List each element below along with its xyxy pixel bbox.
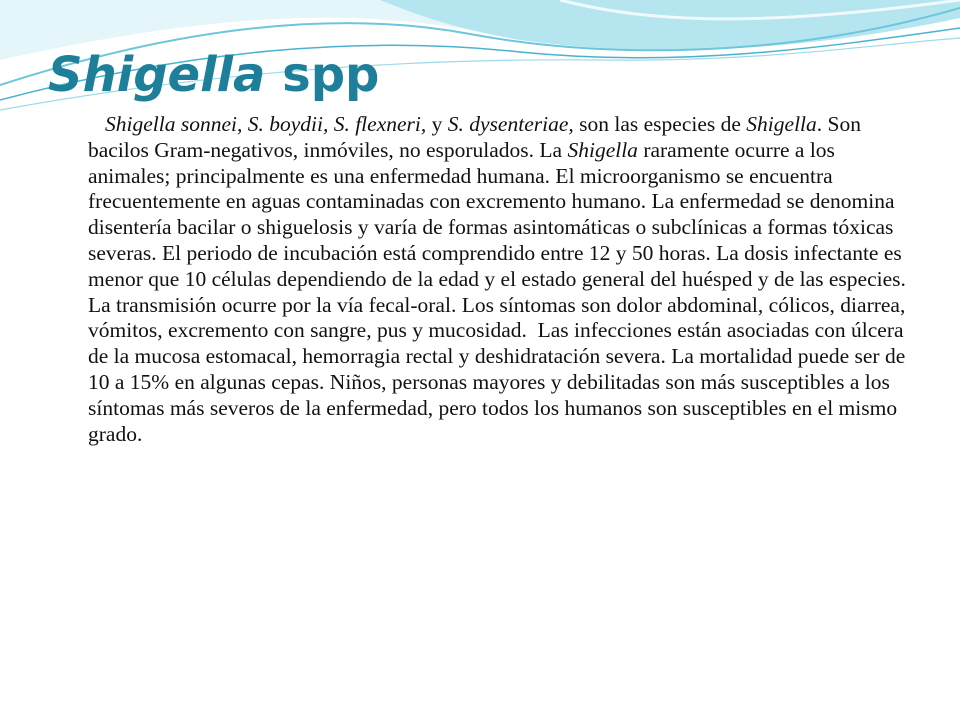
text-run: Shigella sonnei, S. boydii, S. flexneri, (105, 112, 427, 136)
text-run: Shigella (567, 137, 638, 162)
text-run: y (426, 112, 448, 136)
text-run: . Son bacilos Gram-negativos, inmóviles, no esporulados. La (88, 112, 867, 162)
text-run: son las especies de (573, 112, 747, 136)
description-paragraph (88, 112, 912, 447)
slide-title (48, 44, 379, 106)
text-run: raramente ocurre a los animales; principalmente es una enfermedad humana. El microorganismo se encuentra frecuentemente en aguas contaminadas con excremento humano. La enfermedad se denomina disentería bacilar o shiguelosis y varía de formas asintomáticas o subclínicas a formas tóxicas severas. El periodo de incubación está comprendido entre 12 y 50 horas. La dosis infectante es menor que 10 células dependiendo de la edad y el estado general del huésped y de las especies. La transmisión ocurre por la vía fecal-oral. Los síntomas son dolor abdominal, cólicos, diarrea, vómitos, excremento con sangre, pus y mucosidad. Las infecciones están asociadas con úlcera de la mucosa estomacal, hemorragia rectal y deshidratación severa. La mortalidad puede ser de 10 a 15% en algunas cepas. Niños, personas mayores y debilitadas son más susceptibles a los síntomas más severos de la enfermedad, pero todos los humanos son susceptibles en el mismo grado. (88, 137, 912, 446)
text-run: Shigella (746, 112, 817, 136)
title-suffix: spp (265, 47, 380, 103)
text-run: S. dysenteriae, (447, 112, 574, 136)
title-genus: Shigella (48, 47, 266, 103)
